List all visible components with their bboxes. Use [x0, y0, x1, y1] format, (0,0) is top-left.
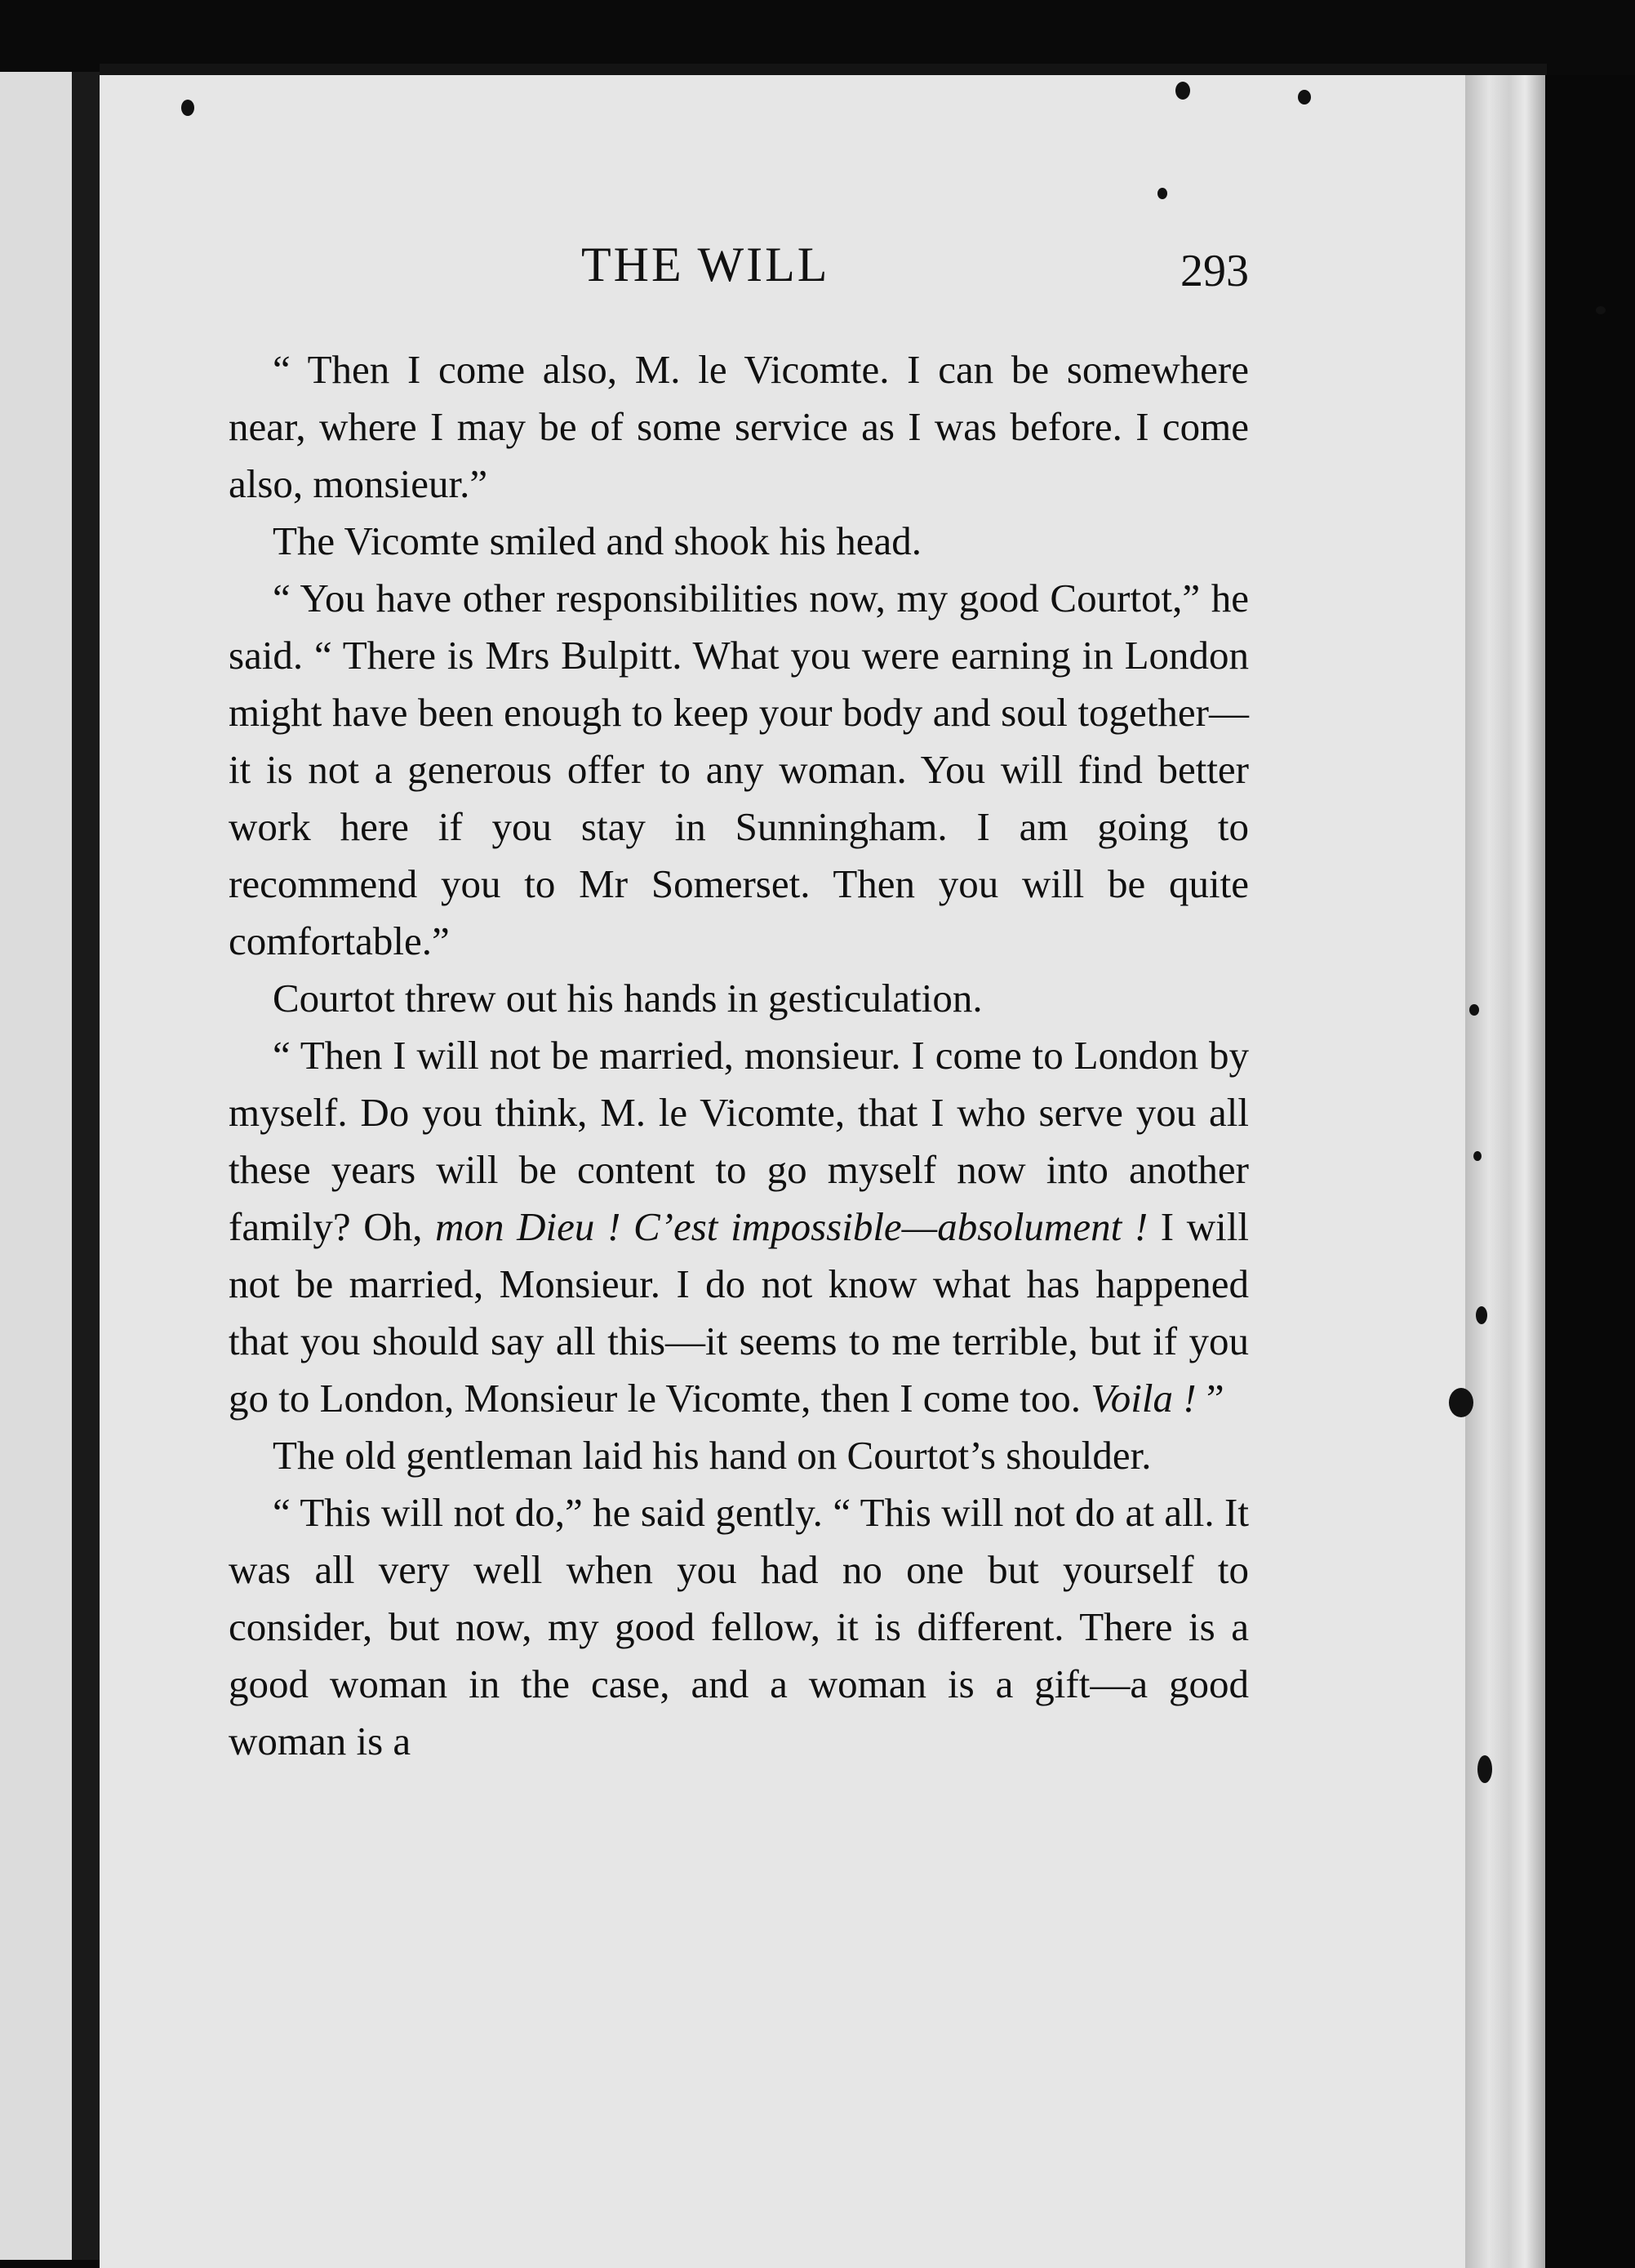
paragraph-with-italics: [229, 1027, 1249, 1427]
page-number: 293: [1180, 246, 1249, 296]
scan-speck: [1476, 1306, 1487, 1324]
paragraph: “ You have other responsibilities now, my good Courtot,” he said. “ There is Mrs Bulpitt. What you were earning in London might have been enough to keep your body and soul together—it is not a generous offer to any woman. You will find better work here if you stay in Sunningham. I am going to recommend you to Mr Somerset. Then you will be quite comfortable.”: [229, 576, 1249, 963]
paragraph: Courtot threw out his hands in gesticulation.: [273, 976, 983, 1021]
italic-phrase: Voila !: [1091, 1376, 1197, 1421]
scan-speck: [1469, 1004, 1479, 1016]
scan-speck: [1596, 306, 1606, 314]
scan-speck: [181, 100, 194, 116]
page-header: [229, 237, 1249, 310]
scan-speck: [1298, 90, 1311, 105]
scan-speck: [1157, 188, 1167, 199]
left-page-edge: [0, 72, 72, 2260]
italic-phrase: mon Dieu ! C’est impossible—absolument !: [435, 1204, 1148, 1249]
scan-right-border: [1545, 75, 1635, 2268]
scan-speck: [1175, 82, 1190, 100]
scan-speck: [1449, 1388, 1473, 1417]
paragraph-text: ”: [1196, 1376, 1224, 1421]
body-text: [229, 341, 1249, 1770]
scan-speck: [1473, 1151, 1482, 1161]
paragraph: The Vicomte smiled and shook his head.: [273, 518, 922, 563]
book-gutter: [72, 72, 100, 2260]
paragraph-text: I will not be married, Monsieur. I do not know what has happened that you should say all this—it seems to me terrible, but if you go to London, Monsieur le Vicomte, then I come too.: [229, 1204, 1249, 1421]
paragraph: “ This will not do,” he said gently. “ This will not do at all. It was all very well when you had no one but yourself to consider, but now, my good fellow, it is different. There is a good woman in the case, and a woman is a gift—a good woman is a: [229, 1490, 1249, 1763]
paragraph: “ Then I come also, M. le Vicomte. I can be somewhere near, where I may be of some service as I was before. I come also, monsieur.”: [229, 347, 1249, 506]
paragraph-text: “ Then I will not be married, monsieur. I come to London by myself. Do you think, M. le Vicomte, that I who serve you all these years will be content to go myself now into another family? Oh,: [229, 1033, 1249, 1249]
running-title: THE WILL: [581, 238, 830, 291]
page-fore-edge: [1465, 75, 1545, 2268]
paragraph: The old gentleman laid his hand on Courtot’s shoulder.: [273, 1433, 1152, 1478]
scan-speck: [1477, 1755, 1492, 1783]
